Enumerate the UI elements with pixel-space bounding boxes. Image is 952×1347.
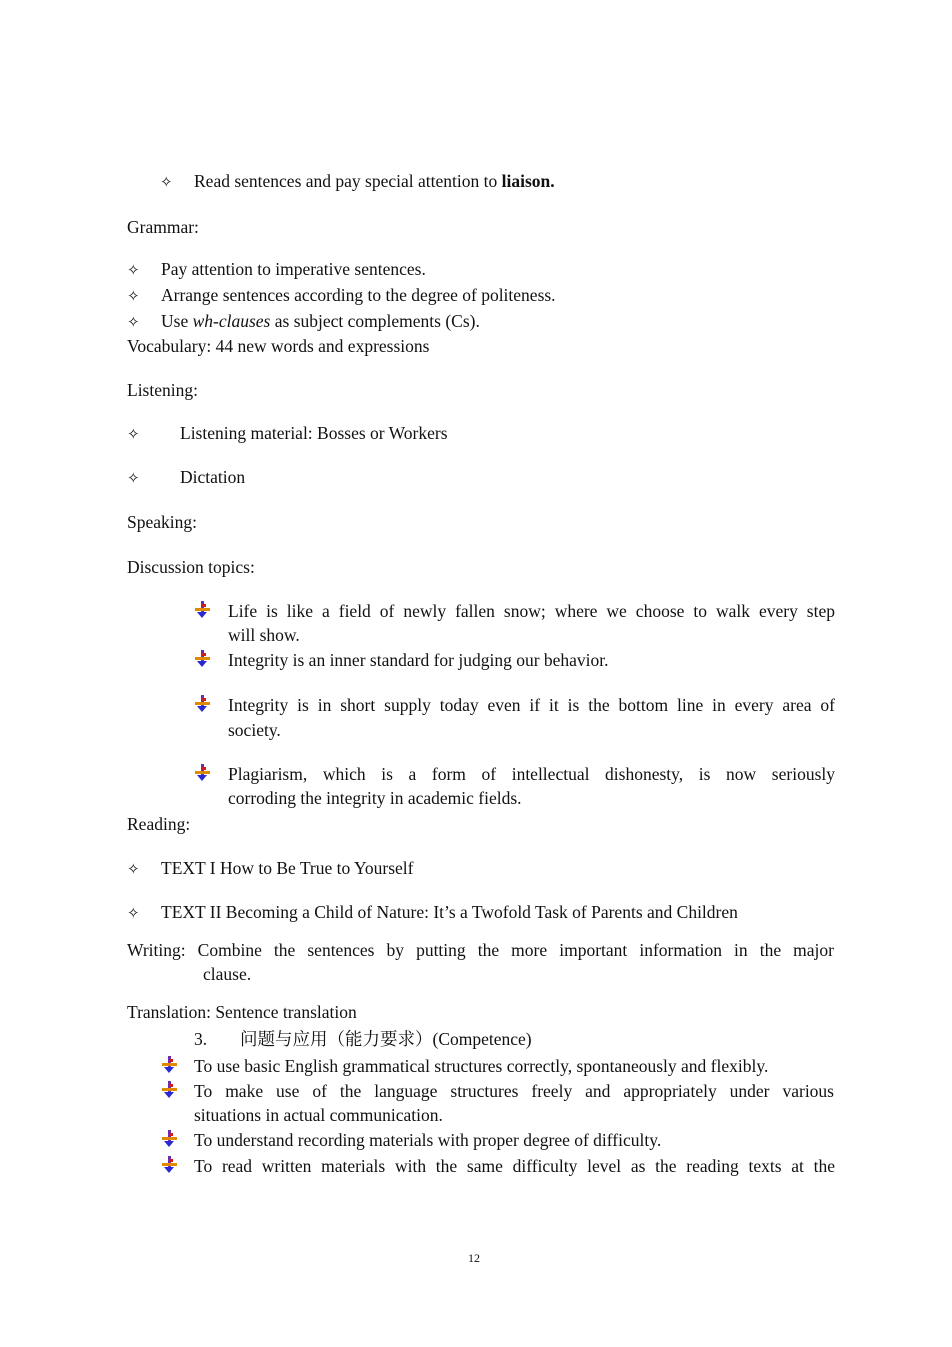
page-number: 12 bbox=[468, 1251, 480, 1265]
diamond-bullet-icon: ✧ bbox=[160, 173, 173, 191]
competence-item-cont: situations in actual communication. bbox=[194, 1105, 443, 1125]
arrow-bullet-icon bbox=[162, 1130, 176, 1148]
grammar-item3-post: as subject complements (Cs). bbox=[270, 311, 480, 331]
reading-item: TEXT I How to Be True to Yourself bbox=[161, 858, 414, 878]
translation-line: Translation: Sentence translation bbox=[127, 1002, 357, 1022]
grammar-item: Arrange sentences according to the degree of politeness. bbox=[161, 285, 556, 305]
arrow-bullet-icon bbox=[195, 764, 209, 782]
listening-item: Listening material: Bosses or Workers bbox=[180, 423, 448, 443]
listening-item: Dictation bbox=[180, 467, 246, 487]
grammar-item3-pre: Use bbox=[161, 311, 193, 331]
arrow-bullet-icon bbox=[162, 1056, 176, 1074]
arrow-bullet-icon bbox=[162, 1081, 176, 1099]
diamond-bullet-icon: ✧ bbox=[127, 425, 140, 443]
reading-heading: Reading: bbox=[127, 814, 191, 834]
competence-item: To use basic English grammatical structures correctly, spontaneously and flexibly. bbox=[194, 1056, 769, 1076]
diamond-bullet-icon: ✧ bbox=[127, 904, 140, 922]
grammar-heading: Grammar: bbox=[127, 217, 199, 237]
liaison-line bbox=[194, 169, 555, 193]
discussion-item-cont: corroding the integrity in academic fields. bbox=[228, 788, 522, 808]
writing-line: Writing: Combine the sentences by putting the more important information in the major bbox=[127, 940, 834, 960]
competence-item: To make use of the language structures freely and appropriately under various bbox=[194, 1081, 834, 1101]
discussion-item: Plagiarism, which is a form of intellectual dishonesty, is now seriously bbox=[228, 764, 835, 784]
liaison-line-pre: Read sentences and pay special attention to bbox=[194, 171, 502, 191]
diamond-bullet-icon: ✧ bbox=[127, 313, 140, 331]
writing-line-cont: clause. bbox=[203, 964, 252, 984]
competence-number: 3. bbox=[194, 1029, 208, 1049]
competence-title: 问题与应用（能力要求）(Competence) bbox=[240, 1029, 532, 1049]
arrow-bullet-icon bbox=[195, 650, 209, 668]
discussion-heading: Discussion topics: bbox=[127, 557, 255, 577]
arrow-bullet-icon bbox=[162, 1156, 176, 1174]
discussion-item: Integrity is an inner standard for judging our behavior. bbox=[228, 650, 609, 670]
diamond-bullet-icon: ✧ bbox=[127, 469, 140, 487]
diamond-bullet-icon: ✧ bbox=[127, 860, 140, 878]
discussion-item-cont: will show. bbox=[228, 625, 300, 645]
discussion-item: Life is like a field of newly fallen snow; where we choose to walk every step bbox=[228, 601, 835, 621]
competence-item: To understand recording materials with proper degree of difficulty. bbox=[194, 1130, 662, 1150]
diamond-bullet-icon: ✧ bbox=[127, 261, 140, 279]
competence-item: To read written materials with the same difficulty level as the reading texts at the bbox=[194, 1156, 835, 1176]
reading-item: TEXT II Becoming a Child of Nature: It’s a Twofold Task of Parents and Children bbox=[161, 902, 738, 922]
vocabulary-line: Vocabulary: 44 new words and expressions bbox=[127, 336, 430, 356]
diamond-bullet-icon: ✧ bbox=[127, 287, 140, 305]
grammar-item: Pay attention to imperative sentences. bbox=[161, 259, 426, 279]
arrow-bullet-icon bbox=[195, 695, 209, 713]
liaison-term: liaison bbox=[501, 171, 551, 191]
discussion-item-cont: society. bbox=[228, 720, 281, 740]
liaison-line-post: . bbox=[550, 171, 555, 191]
grammar-item3-term: wh-clauses bbox=[192, 311, 271, 331]
speaking-heading: Speaking: bbox=[127, 512, 197, 532]
discussion-item: Integrity is in short supply today even if it is the bottom line in every area of bbox=[228, 695, 835, 715]
grammar-item bbox=[161, 309, 480, 333]
arrow-bullet-icon bbox=[195, 601, 209, 619]
listening-heading: Listening: bbox=[127, 380, 198, 400]
